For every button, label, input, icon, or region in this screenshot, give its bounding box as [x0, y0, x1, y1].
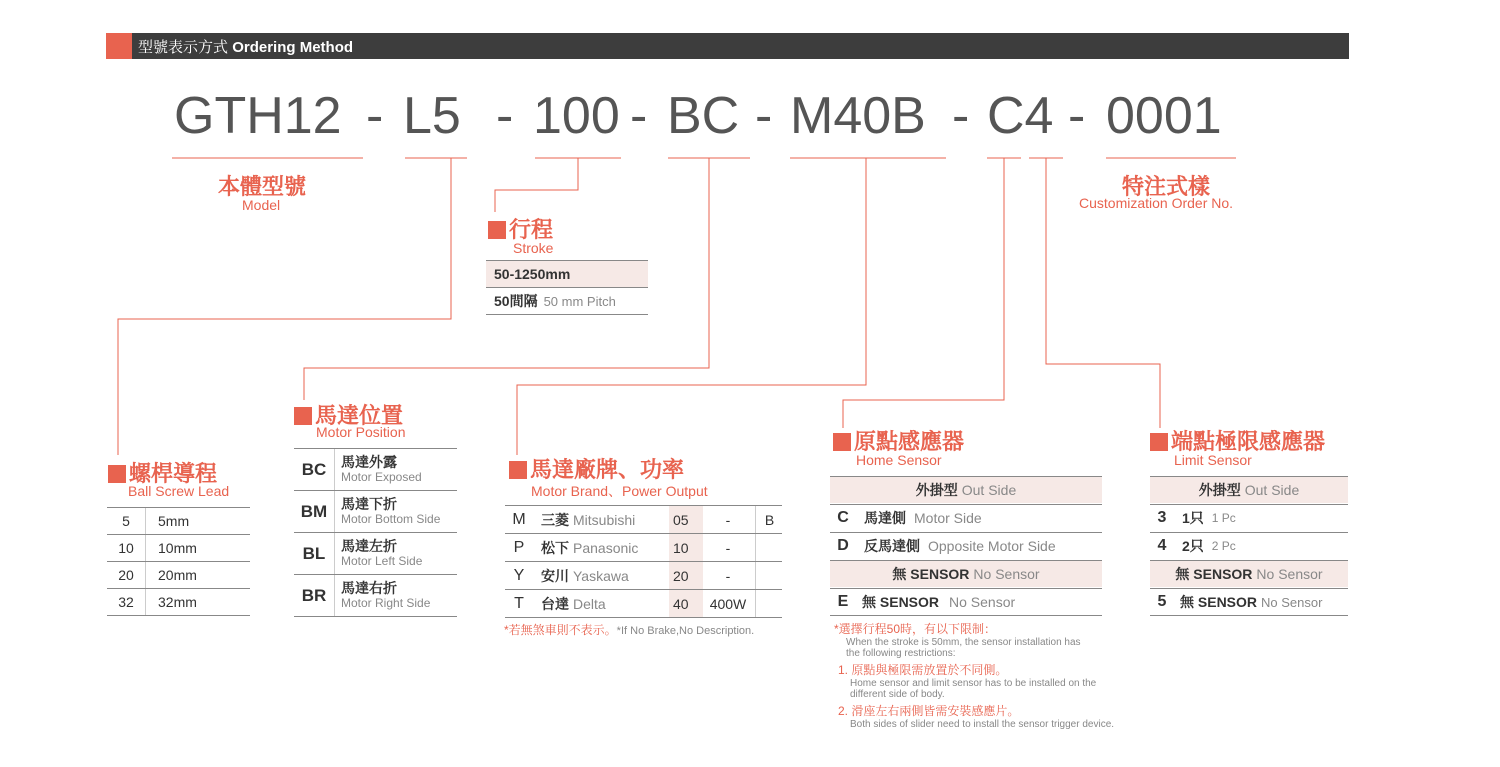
header-title-zh: 型號表示方式 — [138, 39, 229, 56]
brake-code: B — [755, 506, 783, 533]
square-bullet-icon — [108, 465, 126, 483]
table-row — [294, 448, 457, 490]
motor-brand-title-text: 馬達廠牌、功率 — [530, 457, 685, 482]
header-accent-square — [106, 33, 132, 59]
brand-en: Yaskawa — [573, 567, 629, 584]
motor-position-zh: 馬達外露 — [341, 453, 397, 470]
stroke-subtitle: Stroke — [513, 240, 554, 256]
brand-code: M — [512, 510, 526, 528]
brand-en: Panasonic — [573, 539, 639, 556]
table-row — [1150, 504, 1348, 531]
stroke-range: 50-1250mm — [494, 266, 571, 282]
motor-position-en: Motor Right Side — [341, 595, 431, 610]
home-none-zh: 無 SENSOR — [892, 566, 970, 582]
header-title — [138, 36, 353, 57]
table-row — [294, 574, 457, 617]
home-sensor-en: Opposite Motor Side — [928, 538, 1056, 554]
limit-head-zh: 外掛型 — [1198, 482, 1241, 498]
code-lead: L5 — [403, 87, 461, 145]
motor-position-desc — [341, 455, 422, 485]
square-bullet-icon — [488, 221, 506, 239]
home-sensor-none-row — [830, 560, 1102, 587]
stroke-title-text: 行程 — [509, 217, 554, 242]
home-sensor-en: Motor Side — [914, 510, 982, 526]
lead-subtitle: Ball Screw Lead — [128, 483, 230, 499]
limit-sensor-en: 2 Pc — [1211, 539, 1236, 553]
lead-code: 10 — [107, 535, 146, 561]
motor-position-desc — [341, 539, 422, 569]
note1-en1: Home sensor and limit sensor has to be installed on the — [850, 678, 1097, 689]
motor-position-title-text: 馬達位置 — [315, 403, 404, 428]
stroke-pitch-en: 50 mm Pitch — [543, 293, 616, 309]
note-title-en1: When the stroke is 50mm, the sensor installation has — [846, 637, 1081, 648]
power-watt: 400W — [709, 595, 747, 612]
brake-code — [755, 562, 783, 589]
limit-sensor-title-text: 端點極限感應器 — [1171, 429, 1326, 454]
brand-zh: 松下 — [541, 539, 569, 556]
square-bullet-icon — [1150, 433, 1168, 451]
motor-brand-note — [504, 621, 754, 639]
table-row — [294, 532, 457, 574]
brand-zh: 三菱 — [541, 511, 569, 528]
square-bullet-icon — [833, 433, 851, 451]
motor-position-en: Motor Left Side — [341, 553, 423, 568]
note2-en: Both sides of slider need to install the sensor trigger device. — [850, 719, 1115, 730]
model-title: 本體型號 — [218, 174, 307, 199]
code-sensor: C4 — [987, 87, 1054, 145]
home-sensor-code: D — [837, 537, 849, 554]
custom-subtitle: Customization Order No. — [1079, 195, 1234, 211]
table-row — [107, 588, 250, 616]
custom-title: 特注式樣 — [1122, 174, 1211, 199]
limit-head-en: Out Side — [1244, 482, 1300, 498]
motor-position-desc — [341, 581, 430, 611]
code-dash: - — [1068, 87, 1086, 145]
note1-zh: 1. 原點與極限需放置於不同側。 — [838, 663, 1008, 677]
limit-5-en: No Sensor — [1261, 594, 1323, 610]
limit-sensor-en: 1 Pc — [1211, 511, 1236, 525]
square-bullet-icon — [294, 407, 312, 425]
limit-5-code: 5 — [1157, 593, 1167, 610]
power-code: 20 — [669, 562, 703, 589]
limit-sensor-code: 3 — [1157, 509, 1167, 526]
table-row — [294, 490, 457, 532]
power-watt: - — [725, 567, 731, 584]
brake-note-zh: *若無煞車則不表示。 — [504, 623, 617, 637]
code-model: GTH12 — [174, 87, 342, 145]
power-watt: - — [725, 511, 731, 528]
brand-en: Delta — [573, 595, 606, 612]
home-sensor-e-row — [830, 588, 1102, 616]
lead-code: 32 — [107, 589, 146, 615]
home-head-zh: 外掛型 — [915, 482, 958, 498]
motor-position-code: BR — [294, 575, 335, 616]
brake-note-en: *If No Brake,No Description. — [616, 625, 755, 637]
brand-code: T — [514, 594, 524, 612]
code-dash: - — [952, 87, 970, 145]
stroke-restriction-notes — [834, 620, 1114, 730]
limit-sensor-zh: 2只 — [1182, 538, 1204, 554]
table-row — [505, 561, 782, 589]
home-sensor-subtitle: Home Sensor — [856, 452, 942, 468]
home-sensor-code: C — [837, 509, 849, 526]
home-e-zh: 無 SENSOR — [862, 594, 940, 610]
lead-code: 20 — [107, 562, 146, 588]
lead-value: 20mm — [158, 567, 197, 583]
motor-position-en: Motor Exposed — [341, 469, 422, 484]
table-row — [830, 504, 1102, 531]
limit-sensor-subtitle: Limit Sensor — [1174, 452, 1252, 468]
brand-en: Mitsubishi — [573, 511, 636, 528]
limit-none-en: No Sensor — [1256, 566, 1323, 582]
brake-code — [755, 590, 783, 617]
table-row — [505, 533, 782, 561]
lead-value: 10mm — [158, 540, 197, 556]
table-row — [1150, 532, 1348, 559]
motor-position-zh: 馬達右折 — [341, 579, 397, 596]
home-none-en: No Sensor — [973, 566, 1040, 582]
power-code: 10 — [669, 534, 703, 561]
code-motor-position: BC — [667, 87, 740, 145]
note2-zh: 2. 滑座左右兩側皆需安裝感應片。 — [838, 704, 1020, 718]
limit-5-zh: 無 SENSOR — [1180, 594, 1258, 610]
motor-brand-title — [509, 453, 684, 484]
table-row — [830, 532, 1102, 559]
table-row — [107, 534, 250, 561]
home-e-code: E — [837, 593, 849, 610]
brake-code — [755, 534, 783, 561]
power-watt: - — [725, 539, 731, 556]
home-e-en: No Sensor — [949, 594, 1016, 610]
motor-position-code: BM — [294, 491, 335, 532]
note-title-en2: the following restrictions: — [846, 648, 956, 659]
code-dash: - — [755, 87, 773, 145]
limit-sensor-none-row — [1150, 560, 1348, 587]
code-dash: - — [630, 87, 648, 145]
table-row — [107, 561, 250, 588]
table-row — [107, 507, 250, 534]
lead-title-text: 螺桿導程 — [129, 461, 218, 486]
model-subtitle: Model — [242, 197, 281, 213]
brand-zh: 台達 — [541, 595, 569, 612]
lead-value: 5mm — [158, 513, 190, 529]
lead-code: 5 — [107, 508, 146, 534]
stroke-pitch-row — [486, 287, 648, 315]
home-head-en: Out Side — [961, 482, 1017, 498]
brand-zh: 安川 — [541, 567, 569, 584]
square-bullet-icon — [509, 461, 527, 479]
note1-en2: different side of body. — [850, 689, 945, 700]
limit-sensor-code: 4 — [1157, 537, 1167, 554]
table-row — [505, 589, 782, 618]
code-custom: 0001 — [1106, 87, 1222, 145]
header-title-en: Ordering Method — [232, 39, 354, 56]
home-sensor-head-row — [830, 476, 1102, 503]
motor-position-desc — [341, 497, 440, 527]
stroke-range-row — [486, 260, 648, 287]
stroke-pitch-zh: 50間隔 — [494, 293, 538, 309]
code-dash: - — [366, 87, 384, 145]
brand-code: Y — [513, 566, 525, 584]
motor-position-en: Motor Bottom Side — [341, 511, 441, 526]
limit-sensor-head-row — [1150, 476, 1348, 503]
lead-value: 32mm — [158, 594, 197, 610]
home-sensor-zh: 馬達側 — [864, 510, 906, 526]
motor-position-zh: 馬達下折 — [341, 495, 397, 512]
brand-code: P — [513, 538, 525, 556]
limit-sensor-zh: 1只 — [1182, 510, 1204, 526]
motor-position-zh: 馬達左折 — [341, 537, 397, 554]
motor-position-code: BL — [294, 533, 335, 574]
home-sensor-zh: 反馬達側 — [864, 538, 920, 554]
motor-position-subtitle: Motor Position — [316, 424, 406, 440]
code-stroke: 100 — [533, 87, 620, 145]
code-motor: M40B — [790, 87, 926, 145]
limit-sensor-5-row — [1150, 588, 1348, 616]
home-sensor-title-text: 原點感應器 — [854, 429, 965, 454]
table-row — [505, 505, 782, 533]
power-code: 05 — [669, 506, 703, 533]
code-dash: - — [496, 87, 514, 145]
note-title-zh: *選擇行程50時，有以下限制： — [834, 622, 997, 636]
power-code: 40 — [669, 590, 703, 617]
motor-brand-subtitle: Motor Brand、Power Output — [531, 483, 708, 499]
limit-none-zh: 無 SENSOR — [1175, 566, 1253, 582]
motor-position-code: BC — [294, 449, 335, 490]
